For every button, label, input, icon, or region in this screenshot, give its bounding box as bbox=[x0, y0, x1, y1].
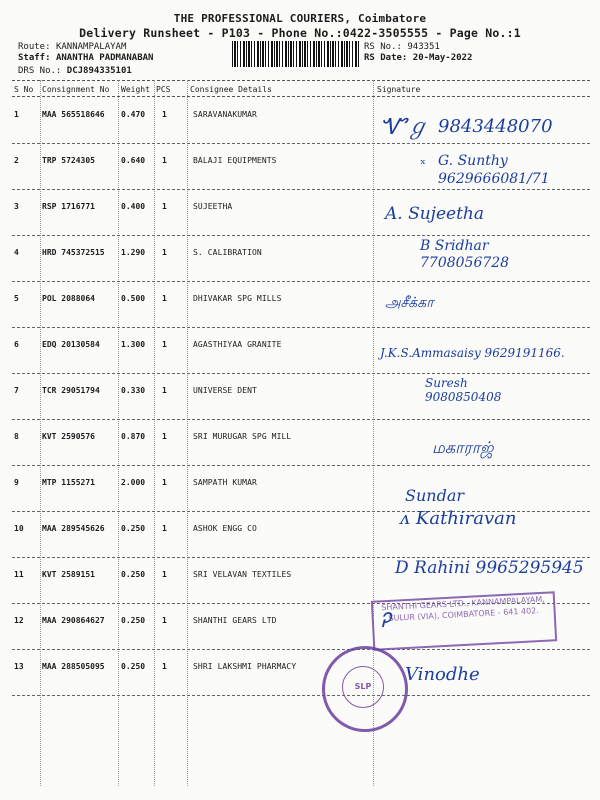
row-consignment-no: TRP 5724305 bbox=[42, 156, 95, 165]
row-weight: 0.470 bbox=[121, 110, 146, 119]
row-consignee: UNIVERSE DENT bbox=[193, 386, 257, 395]
row-sno: 6 bbox=[14, 340, 19, 349]
row-consignment-no: KVT 2589151 bbox=[42, 570, 95, 579]
row-sno: 7 bbox=[14, 386, 19, 395]
row-sno: 8 bbox=[14, 432, 19, 441]
row-sno: 12 bbox=[14, 616, 24, 625]
row-weight: 2.000 bbox=[121, 478, 146, 487]
row-pcs: 1 bbox=[162, 386, 167, 395]
row-pcs: 1 bbox=[162, 524, 167, 533]
col-header-consignee: Consignee Details bbox=[190, 85, 272, 94]
row-sno: 1 bbox=[14, 110, 19, 119]
table-row bbox=[0, 650, 600, 696]
row-consignment-no: MAA 289545626 bbox=[42, 524, 105, 533]
row-consignee: SRI MURUGAR SPG MILL bbox=[193, 432, 292, 441]
row-consignee: BALAJI EQUIPMENTS bbox=[193, 156, 277, 165]
signature-row-3: A. Sujeetha bbox=[385, 204, 484, 224]
staff-line bbox=[18, 53, 153, 63]
rs-no-value: 943351 bbox=[407, 42, 440, 52]
row-pcs: 1 bbox=[162, 202, 167, 211]
row-weight: 0.640 bbox=[121, 156, 146, 165]
table-row bbox=[0, 420, 600, 466]
signature-row-2: G. Sunthy 9629666081/71 bbox=[438, 153, 550, 187]
route-value: KANNAMPALAYAM bbox=[55, 42, 127, 52]
row-consignment-no: EDQ 20130584 bbox=[42, 340, 100, 349]
signature-row-6: J.K.S.Ammasaisy 9629191166. bbox=[380, 346, 565, 360]
row-consignee: SUJEETHA bbox=[193, 202, 233, 211]
row-consignee: ASHOK ENGG CO bbox=[193, 524, 257, 533]
row-weight: 0.500 bbox=[121, 294, 146, 303]
signature-row-1: 9843448070 bbox=[438, 116, 553, 137]
row-consignee: SRI VELAVAN TEXTILES bbox=[193, 570, 292, 579]
row-weight: 0.870 bbox=[121, 432, 146, 441]
row-weight: 0.250 bbox=[121, 616, 146, 625]
row-pcs: 1 bbox=[162, 294, 167, 303]
row-consignee: S. CALIBRATION bbox=[193, 248, 262, 257]
drs-line bbox=[18, 66, 132, 76]
header-rule-bottom bbox=[12, 96, 590, 97]
row-pcs: 1 bbox=[162, 340, 167, 349]
barcode bbox=[232, 41, 360, 67]
table-row bbox=[0, 466, 600, 512]
rs-no-label: RS No.: bbox=[364, 42, 402, 52]
signature-row-8-mark: மகாராஜ் bbox=[432, 438, 494, 457]
col-header-signature: Signature bbox=[377, 85, 421, 94]
row-consignment-no: MAA 290864627 bbox=[42, 616, 105, 625]
row-consignment-no: MAA 565518646 bbox=[42, 110, 105, 119]
row-consignment-no: MAA 288505095 bbox=[42, 662, 105, 671]
row-weight: 0.250 bbox=[121, 524, 146, 533]
row-consignment-no: POL 2088064 bbox=[42, 294, 95, 303]
pharmacy-stamp bbox=[322, 646, 408, 732]
table-row bbox=[0, 190, 600, 236]
row-pcs: 1 bbox=[162, 478, 167, 487]
row-pcs: 1 bbox=[162, 110, 167, 119]
row-consignment-no: KVT 2590576 bbox=[42, 432, 95, 441]
route-label: Route: bbox=[18, 42, 51, 52]
row-pcs: 1 bbox=[162, 432, 167, 441]
signature-row-9-mark: Sundar bbox=[405, 486, 464, 505]
tick-mark: ₓ bbox=[420, 152, 426, 168]
company-title: THE PROFESSIONAL COURIERS, Coimbatore bbox=[173, 12, 427, 25]
row-weight: 1.300 bbox=[121, 340, 146, 349]
row-pcs: 1 bbox=[162, 156, 167, 165]
signature-row-13-mark: Vinodhe bbox=[405, 664, 480, 685]
row-weight: 1.290 bbox=[121, 248, 146, 257]
signature-row-12-mark: Ꭾ bbox=[380, 608, 391, 632]
row-consignment-no: TCR 29051794 bbox=[42, 386, 100, 395]
row-sno: 5 bbox=[14, 294, 19, 303]
table-row bbox=[0, 282, 600, 328]
signature-row-7: Suresh 9080850408 bbox=[425, 376, 502, 404]
company-stamp: SHANTHI GEARS LTD., KANNAMPALAYAM, SULUR (VIA), COIMBATORE - 641 402. bbox=[371, 591, 557, 651]
col-header-consignment: Consignment No bbox=[42, 85, 110, 94]
row-sno: 3 bbox=[14, 202, 19, 211]
row-consignment-no: MTP 1155271 bbox=[42, 478, 95, 487]
signature-row-4: B Sridhar 7708056728 bbox=[420, 238, 510, 271]
signature-mark: Ꮙℊ bbox=[380, 115, 429, 140]
row-weight: 0.400 bbox=[121, 202, 146, 211]
drs-value: DCJ894335101 bbox=[66, 66, 132, 76]
rs-no-line bbox=[364, 42, 440, 52]
row-sno: 4 bbox=[14, 248, 19, 257]
row-sno: 2 bbox=[14, 156, 19, 165]
row-consignee: SHANTHI GEARS LTD bbox=[193, 616, 277, 625]
header-rule-top bbox=[12, 80, 590, 81]
row-sno: 11 bbox=[14, 570, 24, 579]
col-header-weight: Weight bbox=[121, 85, 150, 94]
row-consignee: DHIVAKAR SPG MILLS bbox=[193, 294, 282, 303]
row-consignee: SARAVANAKUMAR bbox=[193, 110, 257, 119]
rs-date-value: 20-May-2022 bbox=[412, 53, 473, 63]
row-pcs: 1 bbox=[162, 248, 167, 257]
row-consignee: SAMPATH KUMAR bbox=[193, 478, 257, 487]
runsheet-title: Delivery Runsheet - P103 - Phone No.:0422-3505555 - Page No.:1 bbox=[79, 26, 521, 40]
row-sno: 9 bbox=[14, 478, 19, 487]
route-line bbox=[18, 42, 126, 52]
row-consignment-no: HRD 745372515 bbox=[42, 248, 105, 257]
row-weight: 0.250 bbox=[121, 570, 146, 579]
signature-row-10-mark: ᴧ Kathiravan bbox=[400, 508, 517, 529]
row-pcs: 1 bbox=[162, 662, 167, 671]
col-header-sno: S No bbox=[14, 85, 34, 94]
signature-row-5-mark: அசீக்கா bbox=[385, 295, 434, 311]
row-separator bbox=[12, 695, 590, 696]
row-consignment-no: RSP 1716771 bbox=[42, 202, 95, 211]
pharmacy-stamp-center: SLP bbox=[342, 666, 384, 708]
staff-value: ANANTHA PADMANABAN bbox=[55, 53, 154, 63]
rs-date-line bbox=[364, 53, 472, 63]
row-sno: 10 bbox=[14, 524, 24, 533]
col-header-pcs: PCS bbox=[156, 85, 171, 94]
row-consignee: AGASTHIYAA GRANITE bbox=[193, 340, 282, 349]
row-pcs: 1 bbox=[162, 570, 167, 579]
drs-label: DRS No.: bbox=[18, 66, 62, 76]
row-sno: 13 bbox=[14, 662, 24, 671]
row-pcs: 1 bbox=[162, 616, 167, 625]
row-weight: 0.330 bbox=[121, 386, 146, 395]
signature-row-11: D Rahini 9965295945 bbox=[395, 558, 584, 578]
row-weight: 0.250 bbox=[121, 662, 146, 671]
row-consignee: SHRI LAKSHMI PHARMACY bbox=[193, 662, 297, 671]
staff-label: Staff: bbox=[18, 53, 51, 63]
rs-date-label: RS Date: bbox=[364, 53, 408, 63]
